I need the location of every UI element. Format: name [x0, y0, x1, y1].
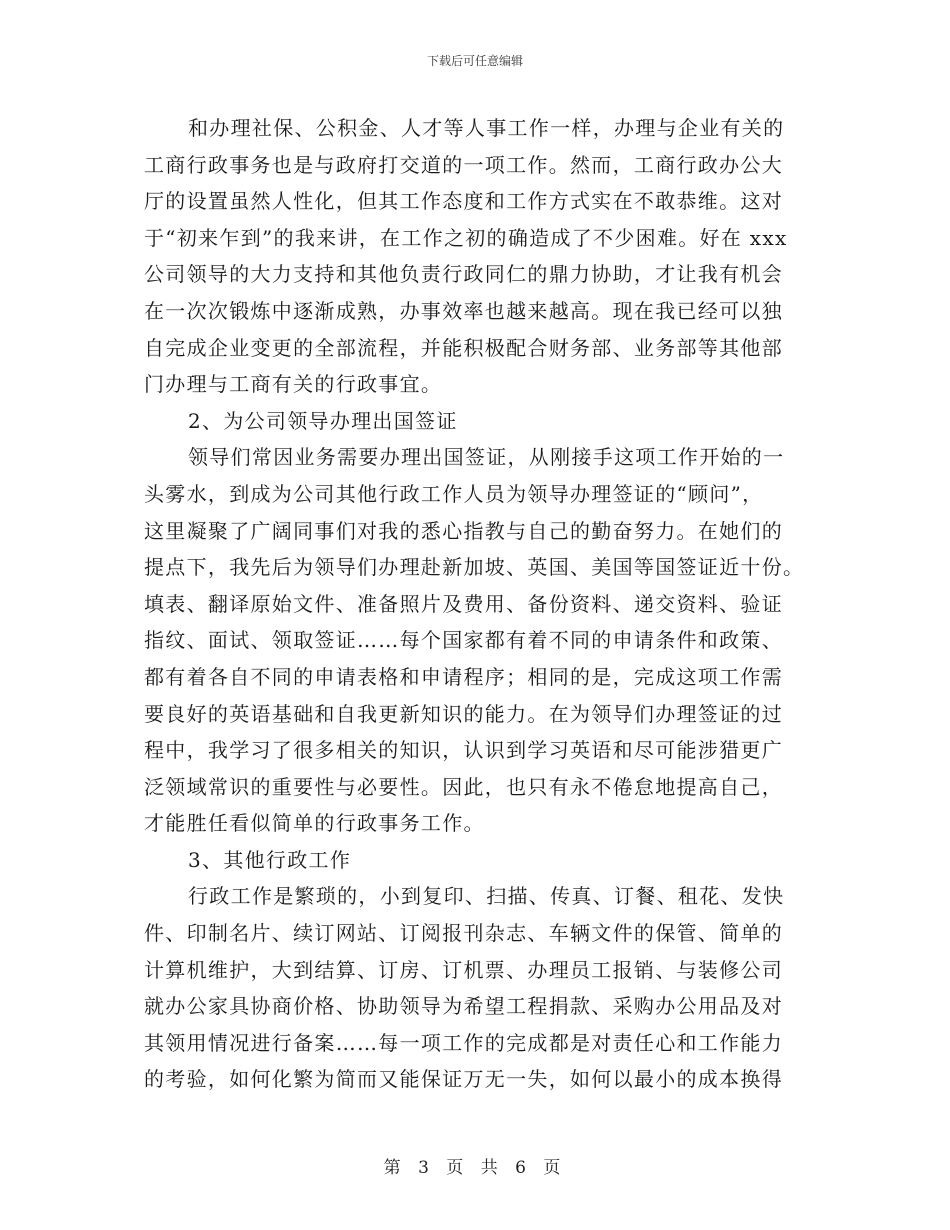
text-line: 2、为公司领导办理出国签证: [188, 408, 458, 433]
text-line: 工商行政事务也是与政府打交道的一项工作。然而，工商行政办公大: [144, 152, 783, 177]
text-line: 领导们常因业务需要办理出国签证，从刚接手这项工作开始的一: [188, 445, 785, 470]
text-line: 其领用情况进行备案……每一项工作的完成都是对责任心和工作能力: [144, 1030, 783, 1055]
text-line: 填表、翻译原始文件、准备照片及费用、备份资料、递交资料、验证: [144, 591, 783, 616]
text-line: 程中，我学习了很多相关的知识，认识到学习英语和尽可能涉猎更广: [144, 738, 783, 763]
text-line: 计算机维护，大到结算、订房、订机票、办理员工报销、与装修公司: [144, 957, 783, 982]
text-line: 件、印制名片、续订网站、订阅报刊杂志、车辆文件的保管、简单的: [144, 921, 783, 946]
text-line: 3、其他行政工作: [188, 847, 352, 872]
text-line: 门办理与工商有关的行政事宜。: [144, 372, 443, 397]
text-line: 就办公家具协商价格、协助领导为希望工程捐款、采购办公用品及对: [144, 994, 783, 1019]
text-line: 头雾水，到成为公司其他行政工作人员为领导办理签证的“顾问”，: [144, 481, 764, 506]
page-footer: 第 3 页 共 6 页: [383, 1158, 567, 1178]
text-line: 指纹、面试、领取签证……每个国家都有着不同的申请条件和政策、: [144, 628, 783, 653]
text-line: 于“初来乍到”的我来讲，在工作之初的确造成了不少困难。好在 xxx: [144, 225, 788, 250]
page-header: 下载后可任意编辑: [426, 54, 523, 68]
text-line: 都有着各自不同的申请表格和申请程序；相同的是，完成这项工作需: [144, 664, 783, 689]
text-line: 这里凝聚了广阔同事们对我的悉心指教与自己的勤奋努力。在她们的: [144, 518, 783, 543]
text-line: 自完成企业变更的全部流程，并能积极配合财务部、业务部等其他部: [144, 335, 783, 360]
text-line: 和办理社保、公积金、人才等人事工作一样，办理与企业有关的: [188, 116, 785, 140]
text-line: 泛领域常识的重要性与必要性。因此，也只有永不倦怠地提高自己，: [144, 774, 783, 799]
text-line: 才能胜任看似简单的行政事务工作。: [144, 811, 485, 836]
text-line: 在一次次锻炼中逐渐成熟，办事效率也越来越高。现在我已经可以独: [144, 298, 783, 323]
text-line: 公司领导的大力支持和其他负责行政同仁的鼎力协助，才让我有机会: [144, 262, 783, 287]
text-line: 的考验，如何化繁为简而又能保证万无一失，如何以最小的成本换得: [144, 1067, 783, 1092]
text-line: 要良好的英语基础和自我更新知识的能力。在为领导们办理签证的过: [144, 701, 783, 726]
document-body: [144, 110, 808, 1098]
text-line: 行政工作是繁琐的，小到复印、扫描、传真、订餐、租花、发快: [188, 884, 785, 909]
text-line: 提点下，我先后为领导们办理赴新加坡、英国、美国等国签证近十份。: [144, 555, 805, 580]
text-line: 厅的设置虽然人性化，但其工作态度和工作方式实在不敢恭维。这对: [144, 189, 783, 214]
